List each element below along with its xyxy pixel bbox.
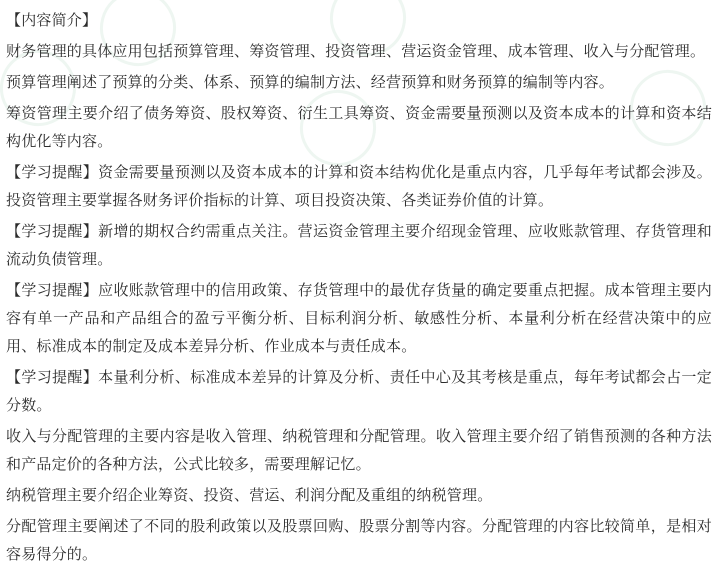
paragraph: 财务管理的具体应用包括预算管理、筹资管理、投资管理、营运资金管理、成本管理、收入与分配管理。 xyxy=(6,42,706,60)
paragraph: 收入与分配管理的主要内容是收入管理、纳税管理和分配管理。收入管理主要介绍了销售预测的各种方法和产品定价的各种方法，公式比较多，需要理解记忆。 xyxy=(6,427,712,473)
document-body xyxy=(6,6,712,571)
paragraph: 预算管理阐述了预算的分类、体系、预算的编制方法、经营预算和财务预算的编制等内容。 xyxy=(6,73,615,91)
paragraph: 【学习提醒】资金需要量预测以及资本成本的计算和资本结构优化是重点内容，几乎每年考试都会涉及。投资管理主要掌握各财务评价指标的计算、项目投资决策、各类证券价值的计算。 xyxy=(6,163,712,209)
section-heading: 【内容简介】 xyxy=(6,11,98,29)
paragraph: 【学习提醒】应收账款管理中的信用政策、存货管理中的最优存货量的确定要重点把握。成本管理主要内容有单一产品和产品组合的盈亏平衡分析、目标利润分析、敏感性分析、本量利分析在经营决策中的应用、标准成本的制定及成本差异分析、作业成本与责任成本。 xyxy=(6,281,712,355)
paragraph: 【学习提醒】新增的期权合约需重点关注。营运资金管理主要介绍现金管理、应收账款管理、存货管理和流动负债管理。 xyxy=(6,222,712,268)
paragraph: 【学习提醒】本量利分析、标准成本差异的计算及分析、责任中心及其考核是重点，每年考试都会占一定分数。 xyxy=(6,368,712,414)
paragraph: 纳税管理主要介绍企业筹资、投资、营运、利润分配及重组的纳税管理。 xyxy=(6,486,493,504)
paragraph: 筹资管理主要介绍了债务筹资、股权筹资、衍生工具筹资、资金需要量预测以及资本成本的计算和资本结构优化等内容。 xyxy=(6,104,712,150)
paragraph: 分配管理主要阐述了不同的股利政策以及股票回购、股票分割等内容。分配管理的内容比较简单，是相对容易得分的。 xyxy=(6,517,712,563)
